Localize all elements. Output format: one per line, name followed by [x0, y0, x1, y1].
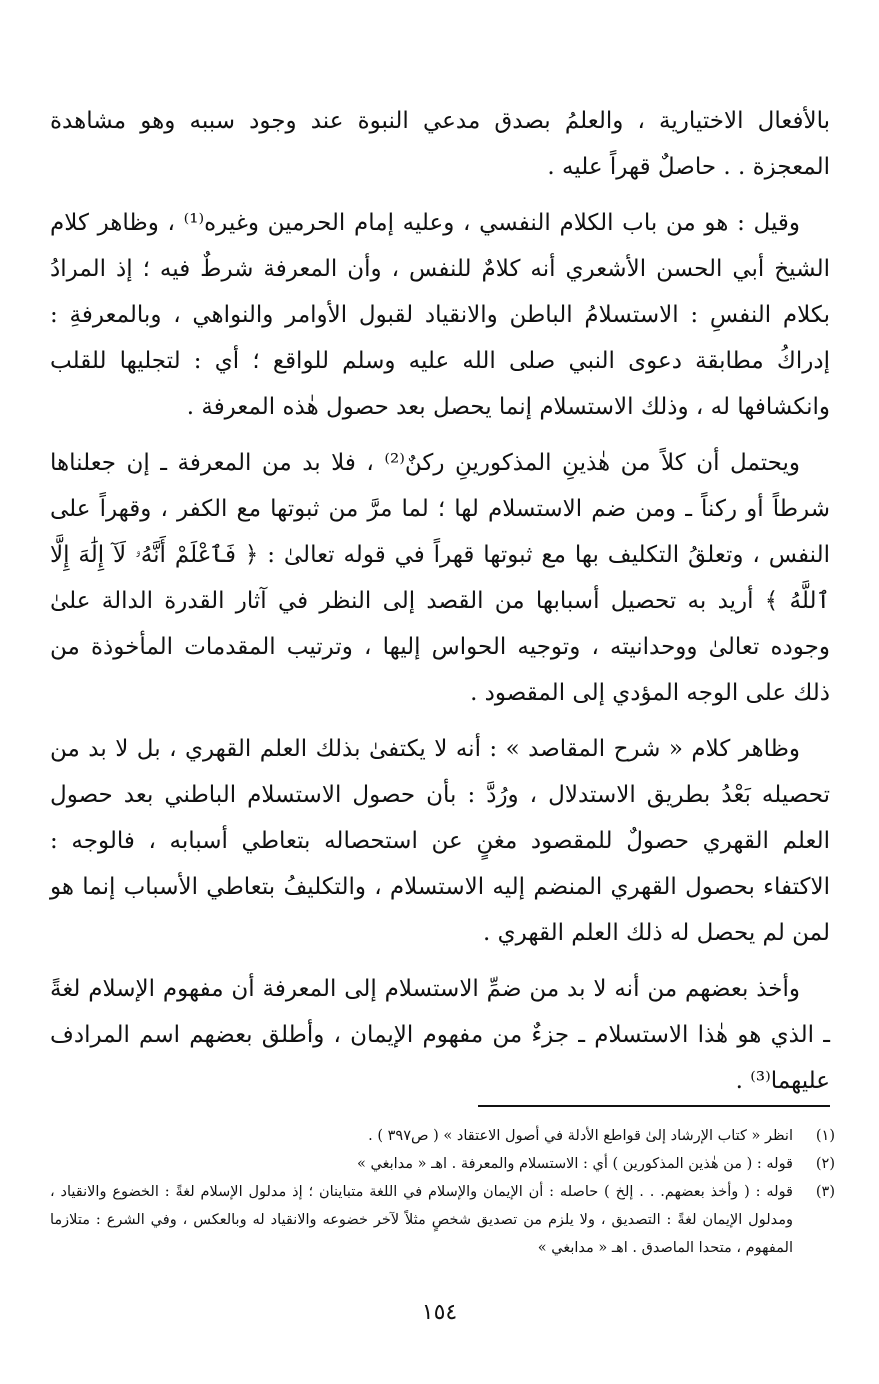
paragraph: وقيل : هو من باب الكلام النفسي ، وعليه إمام الحرمين وغيره⁽¹⁾ ، وظاهر كلام الشيخ أبي الحسن الأشعري أنه كلامٌ للنفس ، وأن المعرفة شرطٌ فيه ؛ إذ المرادُ بكلام النفسِ : الاستسلامُ الباطن والانقياد لقبول الأوامر والنواهي ، وبالمعرفةِ : إدراكُ مطابقة دعوى النبي صلى الله عليه وسلم للواقع ؛ أي : لتجليها للقلب وانكشافها له ، وذلك الاستسلام إنما يحصل بعد حصول هٰذه المعرفة . [50, 210, 830, 420]
main-text-body [50, 98, 830, 1114]
page-number: ١٥٤ [421, 1300, 458, 1325]
footnote-number: (٢) [815, 1156, 835, 1172]
footnote-text: قوله : ( وأخذ بعضهم. . . إلخ ) حاصله : أن الإيمان والإسلام في اللغة متباينان ؛ إذ مدلول الإسلام لغةً : الخضوع والانقياد ، ومدلول الإيمان لغةً : التصديق ، ولا يلزم من تصديق شخصٍ مثلاً لآخر خضوعه والانقياد له وبالعكس ، وفي الشرع : متلازما المفهوم ، متحدا الماصدق . اهـ « مدابغي » [50, 1184, 793, 1256]
footnote-text: انظر « كتاب الإرشاد إلىٰ قواطع الأدلة في أصول الاعتقاد » ( ص٣٩٧ ) . [368, 1128, 793, 1144]
paragraph: وظاهر كلام « شرح المقاصد » : أنه لا يكتفىٰ بذلك العلم القهري ، بل لا بد من تحصيله بَعْدُ بطريق الاستدلال ، ورُدَّ : بأن حصول الاستسلام الباطني بعد حصول العلم القهري حصولٌ للمقصود مغنٍ عن استحصاله بتعاطي أسبابه ، فالوجه : الاكتفاء بحصول القهري المنضم إليه الاستسلام ، والتكليفُ بتعاطي الأسباب إنما هو لمن لم يحصل له ذلك العلم القهري . [50, 736, 830, 946]
paragraph: بالأفعال الاختيارية ، والعلمُ بصدق مدعي النبوة عند وجود سببه وهو مشاهدة المعجزة . . حاصلٌ قهراً عليه . [50, 108, 830, 180]
footnote-text: قوله : ( من هٰذين المذكورين ) أي : الاستسلام والمعرفة . اهـ « مدابغي » [357, 1156, 793, 1172]
footnote [50, 1150, 835, 1178]
footnotes-section [50, 1122, 835, 1262]
footnote [50, 1122, 835, 1150]
footnote-divider [478, 1105, 830, 1107]
footnote [50, 1178, 835, 1262]
paragraph: ويحتمل أن كلاً من هٰذينِ المذكورينِ ركنٌ⁽²⁾ ، فلا بد من المعرفة ـ إن جعلناها شرطاً أو ركناً ـ ومن ضم الاستسلام لها ؛ لما مرَّ من ثبوتها مع الكفر ، وقهراً على النفس ، وتعلقُ التكليف بها مع ثبوتها قهراً في قوله تعالىٰ : ﴿ فَٱعْلَمْ أَنَّهُۥ لَآ إِلَٰهَ إِلَّا ٱللَّهُ ﴾ أريد به تحصيل أسبابها من القصد إلى النظر في آثار القدرة الدالة علىٰ وجوده تعالىٰ ووحدانيته ، وتوجيه الحواس إليها ، وترتيب المقدمات المأخوذة من ذلك على الوجه المؤدي إلى المقصود . [50, 450, 830, 706]
footnote-number: (٣) [815, 1184, 835, 1200]
paragraph: وأخذ بعضهم من أنه لا بد من ضمِّ الاستسلام إلى المعرفة أن مفهوم الإسلام لغةً ـ الذي هو هٰذا الاستسلام ـ جزءٌ من مفهوم الإيمان ، وأطلق بعضهم اسم المرادف عليهما⁽³⁾ . [50, 976, 830, 1094]
footnote-number: (١) [815, 1128, 835, 1144]
